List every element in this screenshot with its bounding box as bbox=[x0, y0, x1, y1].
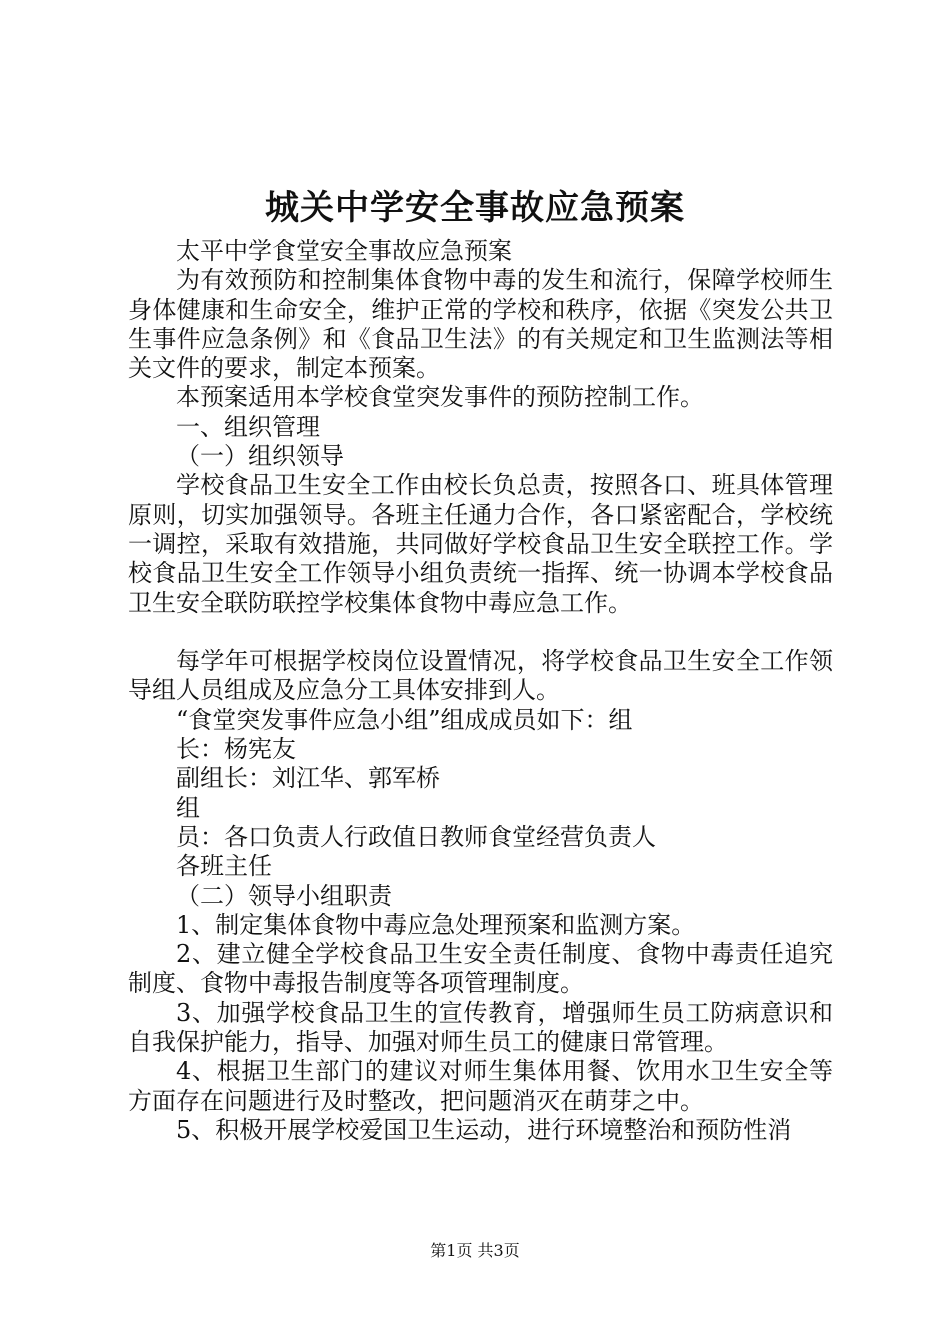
page-number-footer: 第1页 共3页 bbox=[430, 1241, 520, 1260]
paragraph-gap bbox=[128, 618, 833, 647]
document-title: 城关中学安全事故应急预案 bbox=[265, 188, 685, 228]
paragraph-team-leader: 长：杨宪友 bbox=[176, 735, 296, 764]
paragraph-team-class-heads: 各班主任 bbox=[176, 852, 272, 881]
subsection-heading-duties: （二）领导小组职责 bbox=[176, 881, 392, 910]
paragraph-team-deputy: 副组长：刘江华、郭军桥 bbox=[176, 764, 440, 793]
paragraph-leadership: 学校食品卫生安全工作由校长负总责，按照各口、班具体管理原则，切实加强领导。各班主任通力合作，各口紧密配合，学校统一调控，采取有效措施，共同做好学校食品卫生安全联控工作。学校食品卫生安全工作领导小组负责统一指挥、统一协调本学校食品卫生安全联防联控学校集体食物中毒应急工作。 bbox=[128, 471, 833, 617]
paragraph-scope: 本预案适用本学校食堂突发事件的预防控制工作。 bbox=[176, 383, 704, 412]
paragraph-subtitle: 太平中学食堂安全事故应急预案 bbox=[176, 237, 512, 265]
section-heading-organization: 一、组织管理 bbox=[176, 412, 320, 441]
paragraph-team-members: 员：各口负责人行政值日教师食堂经营负责人 bbox=[176, 822, 656, 851]
duty-item-2: 2、建立健全学校食品卫生安全责任制度、食物中毒责任追究制度、食物中毒报告制度等各项管理制度。 bbox=[128, 940, 833, 998]
subsection-heading-leadership: （一）组织领导 bbox=[176, 442, 344, 471]
duty-item-3: 3、加强学校食品卫生的宣传教育，增强师生员工防病意识和自我保护能力，指导、加强对师生员工的健康日常管理。 bbox=[128, 998, 833, 1057]
paragraph-staffing: 每学年可根据学校岗位设置情况，将学校食品卫生安全工作领导组人员组成及应急分工具体安排到人。 bbox=[128, 647, 833, 705]
duty-item-4: 4、根据卫生部门的建议对师生集体用餐、饮用水卫生安全等方面存在问题进行及时整改，把问题消灭在萌芽之中。 bbox=[128, 1057, 833, 1115]
document-body bbox=[128, 237, 833, 1145]
paragraph-purpose: 为有效预防和控制集体食物中毒的发生和流行，保障学校师生身体健康和生命安全，维护正常的学校和秩序，依据《突发公共卫生事件应急条例》和《食品卫生法》的有关规定和卫生监测法等相关文件的要求，制定本预案。 bbox=[128, 266, 833, 383]
paragraph-team-intro: “食堂突发事件应急小组”组成成员如下：组 bbox=[176, 705, 633, 734]
duty-item-5: 5、积极开展学校爱国卫生运动，进行环境整治和预防性消 bbox=[176, 1115, 792, 1144]
duty-item-1: 1、制定集体食物中毒应急处理预案和监测方案。 bbox=[176, 910, 696, 939]
paragraph-team-member-label: 组 bbox=[176, 793, 200, 822]
